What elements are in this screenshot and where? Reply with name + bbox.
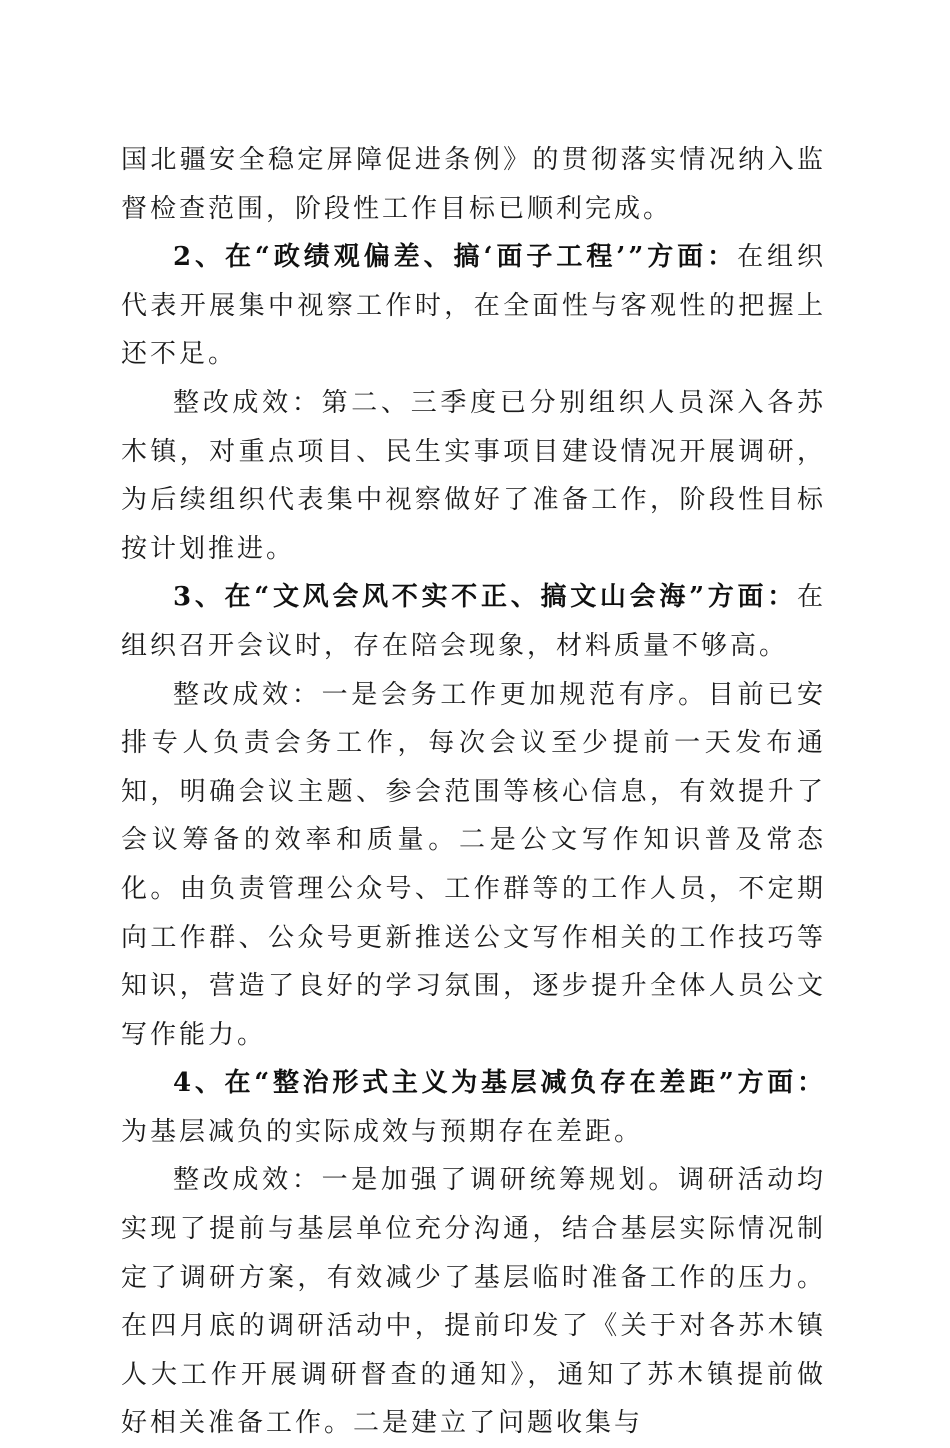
heading-3-text: 在组织召开会议时，存在陪会现象，材料质量不够高。 bbox=[121, 582, 826, 661]
paragraph-heading-2 bbox=[121, 233, 826, 379]
paragraph-heading-3 bbox=[121, 573, 826, 670]
heading-3-title: 3、在“文风会风不实不正、搞文山会海”方面： bbox=[173, 582, 797, 613]
document-body bbox=[121, 136, 826, 1448]
heading-2-text: 在组织代表开展集中视察工作时，在全面性与客观性的把握上还不足。 bbox=[121, 242, 826, 370]
paragraph-rectification-2: 整改成效：第二、三季度已分别组织人员深入各苏木镇，对重点项目、民生实事项目建设情况开展调研，为后续组织代表集中视察做好了准备工作，阶段性目标按计划推进。 bbox=[121, 387, 826, 564]
heading-4-title: 4、在“整治形式主义为基层减负存在差距”方面： bbox=[173, 1068, 826, 1099]
heading-4-text: 为基层减负的实际成效与预期存在差距。 bbox=[121, 1116, 644, 1147]
paragraph-rectification-4: 整改成效：一是加强了调研统筹规划。调研活动均实现了提前与基层单位充分沟通，结合基层实际情况制定了调研方案，有效减少了基层临时准备工作的压力。在四月底的调研活动中，提前印发了《关于对各苏木镇人大工作开展调研督查的通知》，通知了苏木镇提前做好相关准备工作。二是建立了问题收集与 bbox=[121, 1165, 826, 1439]
paragraph-rectification-3: 整改成效：一是会务工作更加规范有序。目前已安排专人负责会务工作，每次会议至少提前一天发布通知，明确会议主题、参会范围等核心信息，有效提升了会议筹备的效率和质量。二是公文写作知识普及常态化。由负责管理公众号、工作群等的工作人员，不定期向工作群、公众号更新推送公文写作相关的工作技巧等知识，营造了良好的学习氛围，逐步提升全体人员公文写作能力。 bbox=[121, 679, 826, 1050]
heading-2-title: 2、在“政绩观偏差、搞‘面子工程’”方面： bbox=[173, 242, 738, 273]
paragraph-continuation: 国北疆安全稳定屏障促进条例》的贯彻落实情况纳入监督检查范围，阶段性工作目标已顺利完成。 bbox=[121, 145, 826, 224]
paragraph-heading-4 bbox=[121, 1059, 826, 1156]
